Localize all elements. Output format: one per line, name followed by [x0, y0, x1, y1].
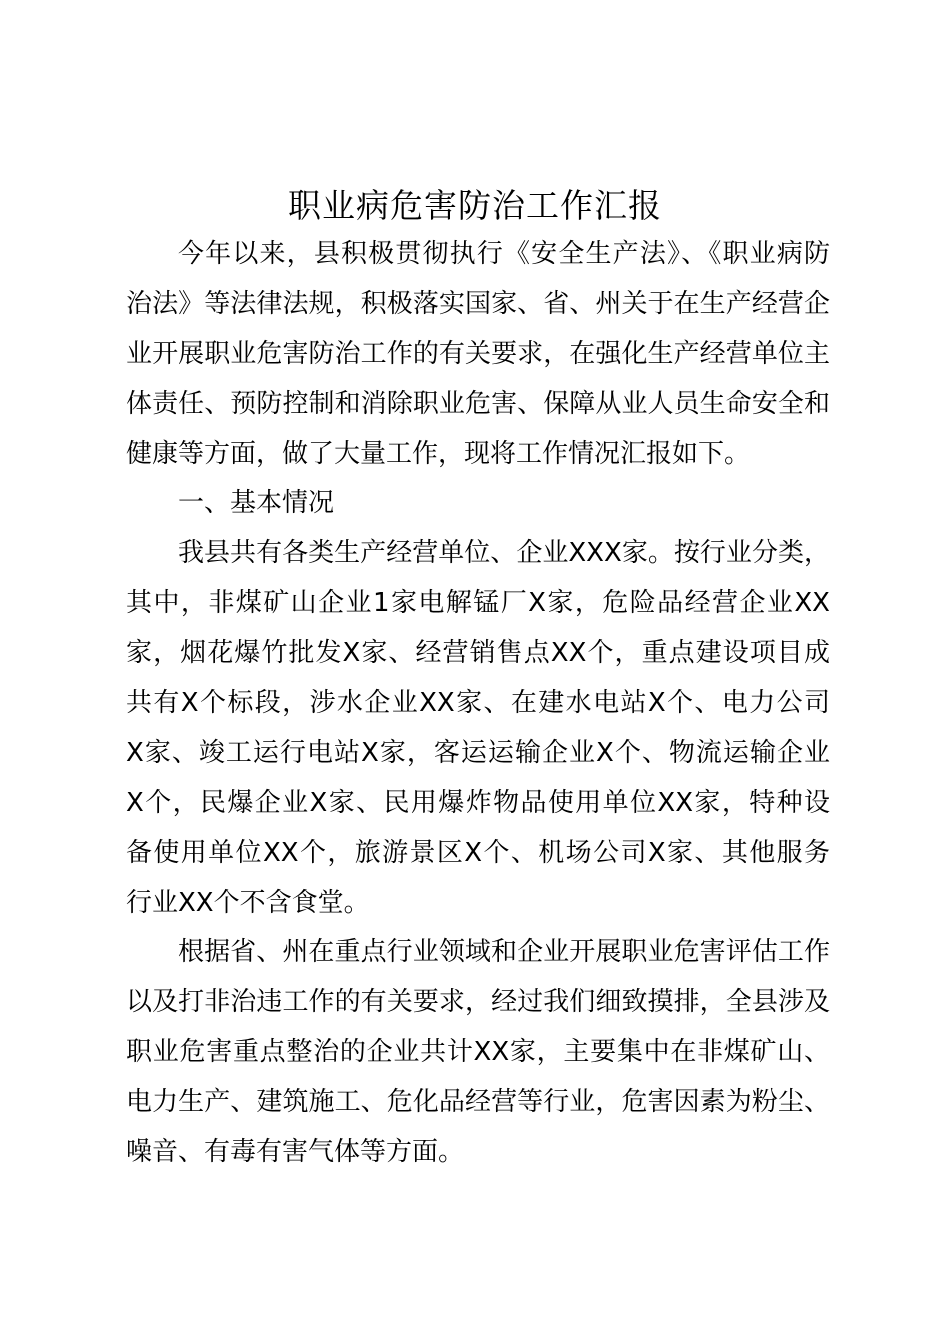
- paragraph-line: 电力生产、建筑施工、危化品经营等行业，危害因素为粉尘、: [126, 1087, 830, 1118]
- paragraph-line: 共有X个标段，涉水企业XX家、在建水电站X个、电力公司: [126, 688, 830, 719]
- paragraph-line: X个，民爆企业X家、民用爆炸物品使用单位XX家，特种设: [126, 787, 830, 818]
- paragraph-line: 职业危害重点整治的企业共计XX家，主要集中在非煤矿山、: [126, 1037, 830, 1068]
- paragraph-line: 以及打非治违工作的有关要求，经过我们细致摸排，全县涉及: [126, 987, 830, 1018]
- section-heading: 一、基本情况: [178, 488, 335, 519]
- paragraph-line: 今年以来，县积极贯彻执行《安全生产法》、《职业病防: [178, 239, 830, 269]
- paragraph-line: 健康等方面，做了大量工作，现将工作情况汇报如下。: [126, 438, 751, 469]
- paragraph-line: X家、竣工运行电站X家，客运运输企业X个、物流运输企业: [126, 737, 830, 768]
- paragraph-line: 根据省、州在重点行业领域和企业开展职业危害评估工作: [178, 937, 830, 968]
- paragraph-line: 体责任、预防控制和消除职业危害、保障从业人员生命安全和: [126, 388, 830, 419]
- paragraph-line: 备使用单位XX个，旅游景区X个、机场公司X家、其他服务: [126, 837, 830, 868]
- paragraph-line: 我县共有各类生产经营单位、企业XXX家。按行业分类，: [178, 538, 830, 569]
- document-body: [126, 230, 830, 1178]
- paragraph-line: 行业XX个不含食堂。: [126, 887, 370, 918]
- document-title: 职业病危害防治工作汇报: [288, 186, 662, 225]
- paragraph-line: 其中，非煤矿山企业1家电解锰厂X家，危险品经营企业XX: [126, 588, 830, 619]
- paragraph-line: 噪音、有毒有害气体等方面。: [126, 1137, 465, 1168]
- paragraph-line: 业开展职业危害防治工作的有关要求，在强化生产经营单位主: [126, 338, 830, 369]
- paragraph-line: 家，烟花爆竹批发X家、经营销售点XX个，重点建设项目成: [126, 638, 830, 669]
- paragraph-line: 治法》等法律法规，积极落实国家、省、州关于在生产经营企: [126, 288, 830, 319]
